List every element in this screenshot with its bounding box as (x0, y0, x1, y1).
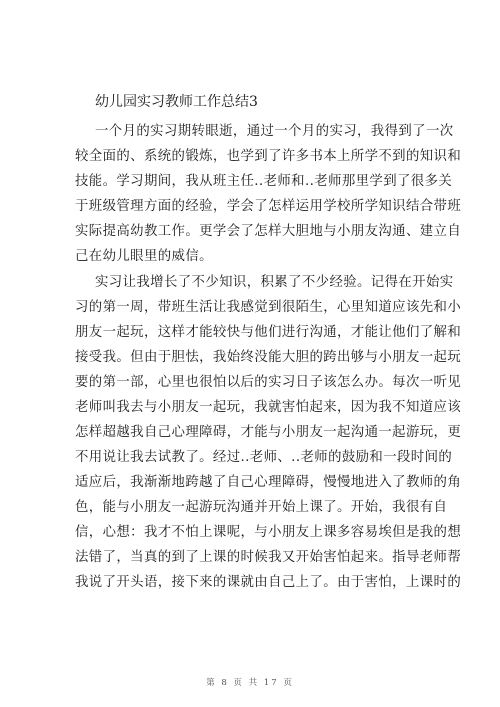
text-line: 老师叫我去与小朋友一起玩，我就害怕起来，因为我不知道应该 (75, 400, 462, 415)
text-line: 技能。学习期间，我从班主任..老师和..老师那里学到了很多关 (75, 174, 453, 189)
text-line: 习的第一周，带班生活让我感觉到很陌生，心里知道应该先和小 (75, 300, 462, 315)
text-line: 于班级管理方面的经验，学会了怎样运用学校所学知识结合带班 (75, 199, 462, 214)
text-line: 实际提高幼教工作。更学会了怎样大胆地与小朋友沟通、建立自 (75, 224, 462, 239)
text-line: 怎样超越我自己心理障碍，才能与小朋友一起沟通一起游玩，更 (75, 425, 462, 440)
text-line: 色，能与小朋友一起游玩沟通并开始上课了。开始，我很有自 (75, 500, 448, 515)
page-footer: 第 8 页 共 17 页 (206, 678, 294, 688)
text-line: 朋友一起玩，这样才能较快与他们进行沟通，才能让他们了解和 (75, 325, 462, 340)
text-line: 要的第一部，心里也很怕以后的实习日子该怎么办。每次一听见 (75, 375, 462, 390)
text-line: 我说了开头语，接下来的课就由自己上了。由于害怕，上课时的 (75, 575, 462, 590)
text-line: 不用说让我去试教了。经过..老师、..老师的鼓励和一段时间的 (75, 450, 453, 465)
text-line: 接受我。但由于胆怯，我始终没能大胆的跨出够与小朋友一起玩 (75, 350, 462, 365)
document-title: 幼儿园实习教师工作总结3 (95, 94, 258, 110)
text-line: 己在幼儿眼里的威信。 (75, 249, 213, 264)
text-line: 法错了，当真的到了上课的时候我又开始害怕起来。指导老师帮 (75, 550, 462, 565)
text-line: 一个月的实习期转眼逝，通过一个月的实习，我得到了一次 (95, 124, 454, 139)
text-line: 实习让我增长了不少知识，积累了不少经验。记得在开始实 (95, 275, 454, 290)
text-line: 信，心想：我才不怕上课呢，与小朋友上课多容易埃但是我的想 (75, 525, 462, 540)
text-line: 适应后，我渐渐地跨越了自己心理障碍，慢慢地进入了教师的角 (75, 475, 462, 490)
text-line: 较全面的、系统的锻炼，也学到了许多书本上所学不到的知识和 (75, 149, 462, 164)
